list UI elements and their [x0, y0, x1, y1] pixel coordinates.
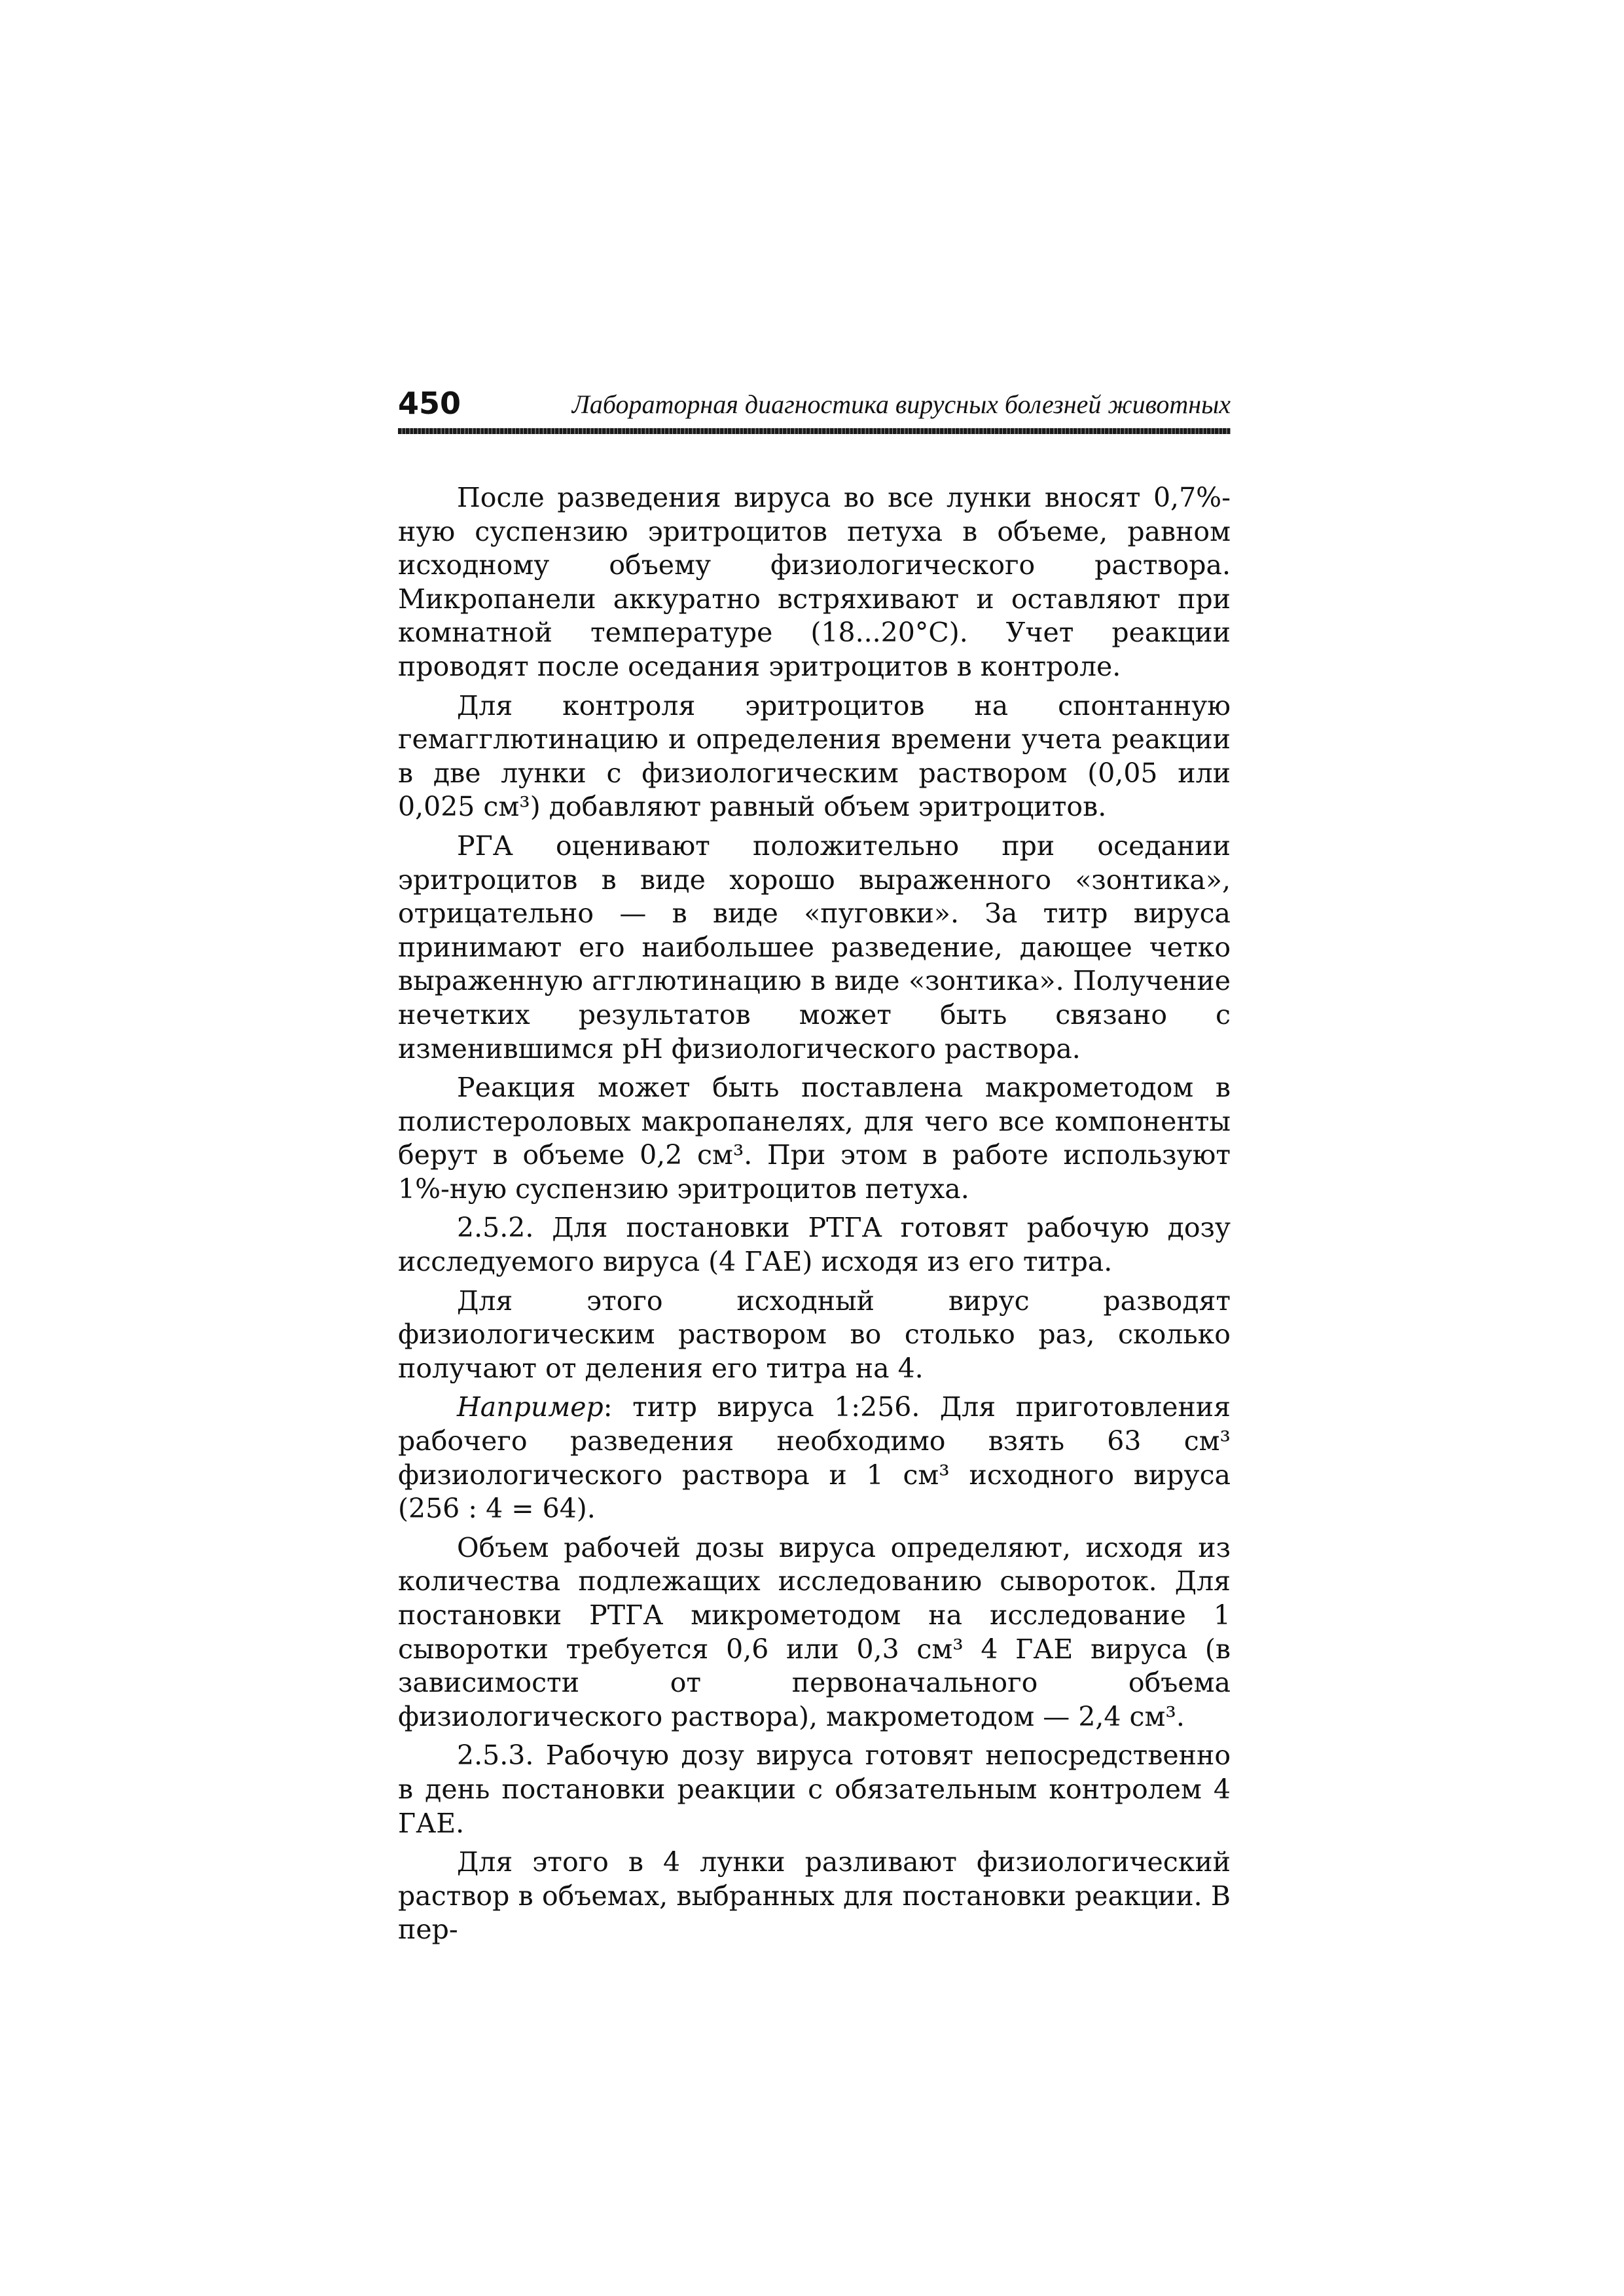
page-number: 450 — [398, 386, 461, 421]
paragraph-example — [398, 1391, 1231, 1525]
running-title: Лабораторная диагностика вирусных болезней животных — [571, 390, 1231, 419]
paragraph: 2.5.3. Рабочую дозу вируса готовят непосредственно в день постановки реакции с обязательным контролем 4 ГАЕ. — [398, 1740, 1231, 1839]
paragraph: Для контроля эритроцитов на спонтанную гемагглютинацию и определения времени учета реакции в две лунки с физиологическим раствором (0,05 или 0,025 см³) добавляют равный объем эритроцитов. — [398, 689, 1231, 823]
paragraph: Для этого в 4 лунки разливают физиологический раствор в объемах, выбранных для постановки реакции. В пер- — [398, 1846, 1231, 1946]
paragraph: После разведения вируса во все лунки вносят 0,7%-ную суспензию эритроцитов петуха в объеме, равном исходному объему физиологического раствора. Микропанели аккуратно встряхивают и оставляют при комнатной температуре (18...20°С). Учет реакции проводят после оседания эритроцитов в контроле. — [398, 482, 1231, 682]
paragraph: РГА оценивают положительно при оседании эритроцитов в виде хорошо выраженного «зонтика», отрицательно — в виде «пуговки». За титр вируса принимают его наибольшее разведение, дающее четко выраженную агглютинацию в виде «зонтика». Получение нечетких результатов может быть связано с изменившимся рН физиологического раствора. — [398, 829, 1231, 1065]
body-text — [398, 481, 1231, 1952]
header-rule — [398, 428, 1231, 434]
paragraph: 2.5.2. Для постановки РТГА готовят рабочую дозу исследуемого вируса (4 ГАЕ) исходя из его титра. — [398, 1212, 1231, 1278]
paragraph: Объем рабочей дозы вируса определяют, исходя из количества подлежащих исследованию сывороток. Для постановки РТГА микрометодом на исследование 1 сыворотки требуется 0,6 или 0,3 см³ 4 ГАЕ вируса (в зависимости от первоначального объема физиологического раствора), макрометодом — 2,4 см³. — [398, 1531, 1231, 1732]
paragraph: Реакция может быть поставлена макрометодом в полистероловых макропанелях, для чего все компоненты берут в объеме 0,2 см³. При этом в работе используют 1%-ную суспензию эритроцитов петуха. — [398, 1072, 1231, 1205]
page-header — [398, 386, 1231, 426]
example-text: : титр вируса 1:256. Для приготовления рабочего разведения необходимо взять 63 см³ физиологического раствора и 1 см³ исходного вируса (256 : 4 = 64). — [398, 1391, 1231, 1525]
paragraph: Для этого исходный вирус разводят физиологическим раствором во столько раз, сколько получают от деления его титра на 4. — [398, 1285, 1231, 1384]
example-lead: Например — [457, 1391, 604, 1423]
